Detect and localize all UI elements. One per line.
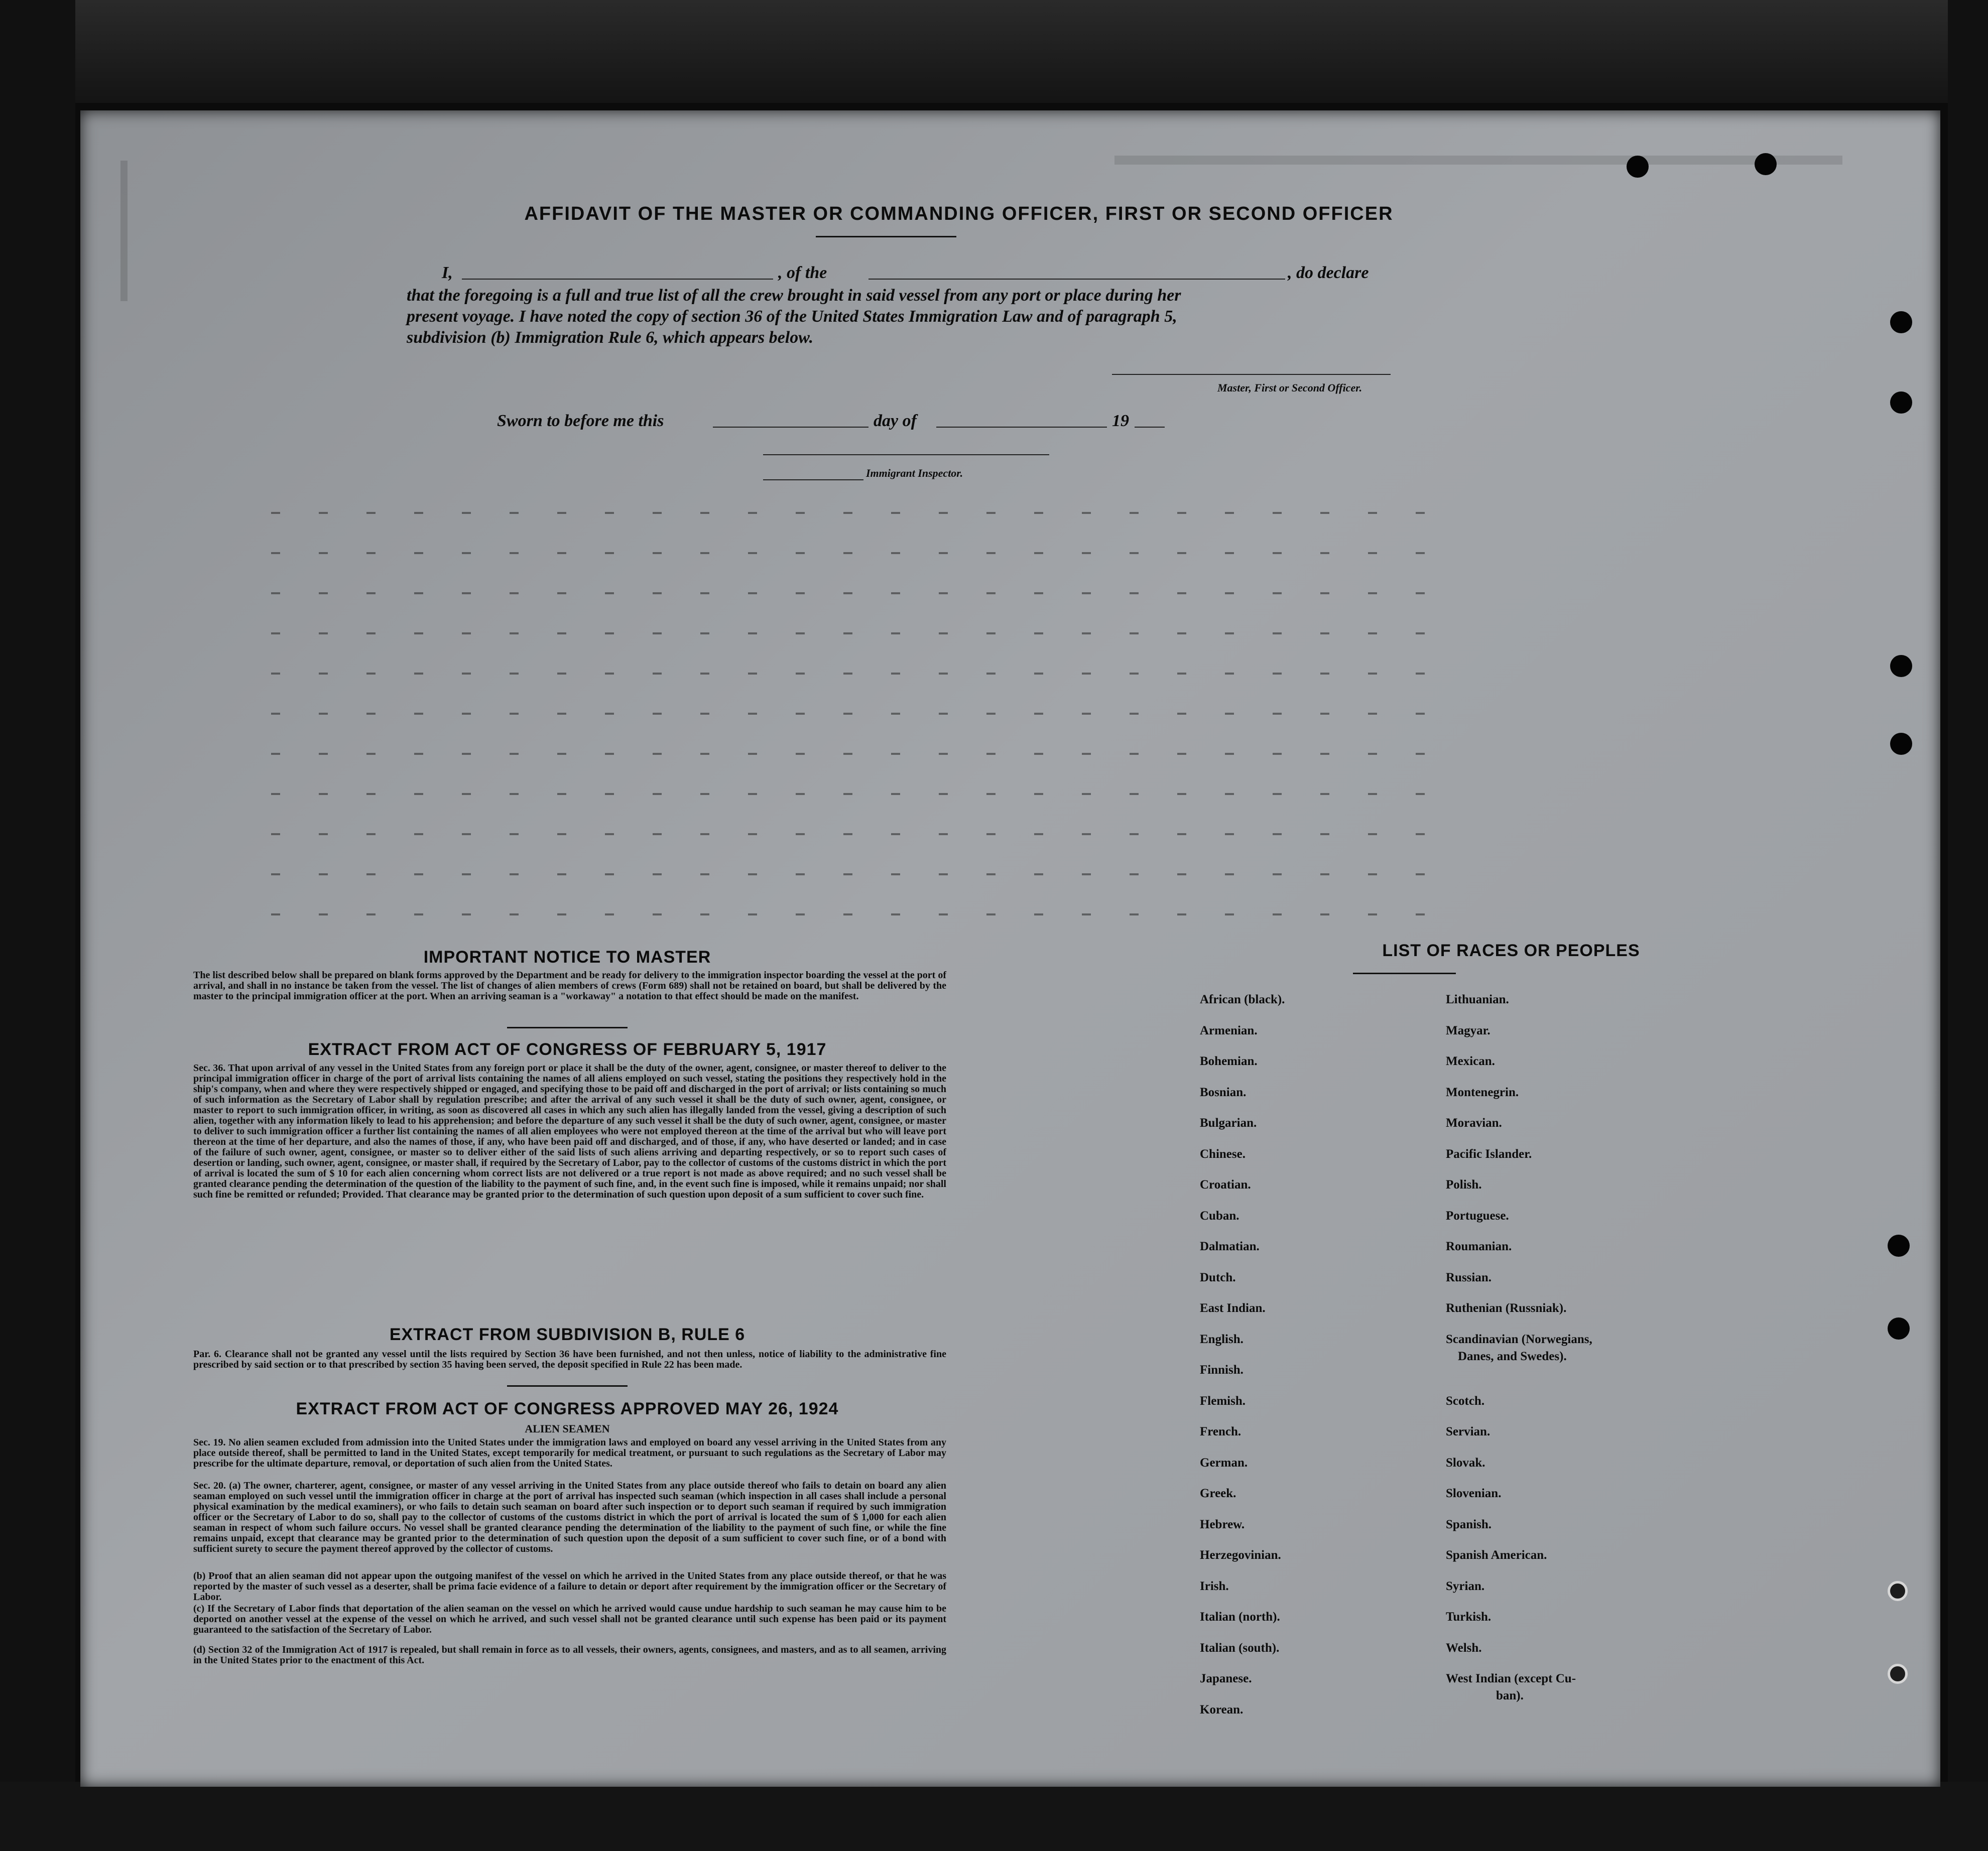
bleed-through-row [271,512,1426,514]
punch-hole [1888,1581,1908,1601]
race-item: Scotch. [1446,1394,1485,1408]
race-item: Bosnian. [1200,1085,1247,1099]
race-item: Russian. [1446,1270,1492,1284]
bleed-through-row [271,873,1426,875]
scan-border-bottom [0,1782,1988,1851]
race-item: Roumanian. [1446,1240,1512,1253]
race-item: Bulgarian. [1200,1116,1257,1130]
bleed-through-row [271,753,1426,755]
punch-hole [1890,391,1912,414]
race-item: Moravian. [1446,1116,1502,1130]
race-item: Irish. [1200,1579,1229,1593]
race-item: Slovenian. [1446,1487,1502,1500]
bleed-through-row [271,713,1426,715]
race-item: Ruthenian (Russniak). [1446,1301,1567,1315]
punch-hole [1627,156,1649,178]
race-item: Dutch. [1200,1270,1236,1284]
declaration-do-declare: , do declare [1288,263,1369,282]
notice-rule [507,1027,628,1028]
race-item: Italian (north). [1200,1610,1280,1624]
sworn-day-of: day of [874,412,917,430]
races-title: LIST OF RACES OR PEOPLES [1382,941,1640,960]
extract-1917-title: EXTRACT FROM ACT OF CONGRESS OF FEBRUARY 5, 1917 [308,1040,827,1059]
race-item: Lithuanian. [1446,993,1509,1006]
rule6-title: EXTRACT FROM SUBDIVISION B, RULE 6 [389,1325,746,1344]
punch-hole [1888,1235,1910,1257]
bleed-through-texture [120,161,158,301]
race-item: Slovak. [1446,1456,1485,1470]
race-item: Chinese. [1200,1147,1246,1161]
vessel-blank [868,279,1285,280]
sworn-day-blank [713,427,868,428]
bleed-through-row [271,913,1426,915]
race-item: Scandinavian (Norwegians, [1446,1332,1592,1346]
race-item: Servian. [1446,1425,1490,1438]
race-item: Welsh. [1446,1641,1482,1655]
race-item: Syrian. [1446,1579,1485,1593]
race-item: French. [1200,1425,1241,1438]
bleed-through-row [271,673,1426,675]
race-item: Greek. [1200,1487,1236,1500]
race-item: Spanish. [1446,1517,1492,1531]
race-item: Cuban. [1200,1209,1239,1223]
punch-hole [1890,733,1912,755]
race-item: Portuguese. [1446,1209,1509,1223]
punch-hole [1890,655,1912,677]
extract-1924-sec20d: (d) Section 32 of the Immigration Act of 1917 is repealed, but shall remain in force as to all vessels, their owners, agents, consignees, and masters, and as to all seamen, arriving in the United States prior to the enactment of this Act. [193,1644,946,1666]
race-item: Magyar. [1446,1023,1490,1037]
race-item: Armenian. [1200,1023,1258,1037]
extract-1917-text: Sec. 36. That upon arrival of any vessel in the United States from any foreign port or place it shall be the duty of the owner, agent, consignee, or master thereof to deliver to the principal immigration officer in charge of the port of arrival lists containing the names of all aliens employed on such vessel, stating the positions they respectively hold in the ship's company, when and where they were respectively shipped or engaged, and specifying those to be paid off and discharged in the port of arrival; or lists containing so much of such information as the Secretary of Labor shall by regulation prescribe; and after the arrival of any such vessel it shall be the duty of such owner, agent, consignee, or master to report to such immigration officer, in writing, as soon as discovered all cases in which any such alien has illegally landed from the vessel, giving a description of such alien, together with any information likely to lead to his apprehension; and before the departure of any such vessel it shall be the duty of such owner, agent, consignee, or master to deliver to such immigration officer a further list containing the names of all alien employees who were not employed thereon at the time of the arrival but who will leave port thereon at the time of her departure, and also the names of those, if any, who have been paid off and discharged, and of those, if any, who have deserted or landed; and in case of the failure of such owner, agent, consignee, or master so to deliver either of the said lists of such aliens arriving and departing respectively, or so to report such cases of desertion or landing, such owner, agent, consignee, or master shall, if required by the Secretary of Labor, pay to the collector of customs of the customs district in which the port of arrival is located the sum of $ 10 for each alien concerning whom correct lists are not delivered or a true report is not made as above required; and no such vessel shall be granted clearance pending the determination of the question of the liability to the payment of such fine, and, in the event such fine is imposed, while it remains unpaid; nor shall such fine be remitted or refunded; Provided. That clearance may be granted prior to the determination of such question upon deposit of a sum sufficient to cover such fine. [193,1063,946,1200]
race-item: African (black). [1200,993,1285,1006]
bleed-through-row [271,552,1426,554]
inspector-label: Immigrant Inspector. [866,467,963,479]
race-item: Italian (south). [1200,1641,1280,1655]
race-item: German. [1200,1456,1248,1470]
race-item: Dalmatian. [1200,1240,1260,1253]
declaration-line-4: subdivision (b) Immigration Rule 6, which appears below. [407,328,814,347]
master-signature-label: Master, First or Second Officer. [1217,381,1362,394]
sworn-year: 19 [1112,412,1129,430]
bleed-through-row [271,632,1426,634]
race-item: Danes, and Swedes). [1458,1349,1567,1363]
declaration-line-3: present voyage. I have noted the copy of section 36 of the United States Immigration Law and of paragraph 5, [407,307,1177,326]
sworn-month-blank [936,427,1107,428]
race-item: ban). [1496,1689,1524,1702]
rule6-rule [507,1385,628,1387]
race-item: Bohemian. [1200,1054,1258,1068]
race-item: Pacific Islander. [1446,1147,1532,1161]
extract-1924-sec19: Sec. 19. No alien seamen excluded from admission into the United States under the immigration laws and employed on board any vessel arriving in the United States from any place outside thereof, shall be permitted to land in the United States, except temporarily for medical treatment, or pursuant to such regulations as the Secretary of Labor may prescribe for the ultimate departure, removal, or deportation of such alien from the United States. [193,1437,946,1469]
race-item: English. [1200,1332,1244,1346]
affidavit-title: AFFIDAVIT OF THE MASTER OR COMMANDING OFFICER, FIRST OR SECOND OFFICER [524,203,1394,224]
races-right-column [1446,993,1592,1720]
scan-border-left [0,0,75,1851]
punch-hole [1890,311,1912,333]
race-item: Korean. [1200,1702,1244,1716]
race-item: Mexican. [1446,1054,1495,1068]
race-item: Polish. [1446,1178,1482,1192]
scan-border-right [1948,0,1988,1851]
notice-text: The list described below shall be prepared on blank forms approved by the Department and be ready for delivery to the immigration inspector boarding the vessel at the port of arrival, and shall in no instance be taken from the vessel. The list of changes of alien members of crews (Form 689) shall not be retained on board, but shall be delivered by the master to the principal immigration officer at the port. When an arriving seaman is a "workaway" a notation to that effect should be made on the manifest. [193,970,946,1002]
sworn-year-blank [1135,427,1165,428]
race-item: Croatian. [1200,1178,1251,1192]
race-item: Flemish. [1200,1394,1246,1408]
race-item: Herzegovinian. [1200,1548,1281,1562]
extract-1924-title: EXTRACT FROM ACT OF CONGRESS APPROVED MAY 26, 1924 [296,1399,839,1418]
punch-hole [1888,1317,1910,1340]
races-underline [1353,973,1456,974]
extract-1924-sec20a: Sec. 20. (a) The owner, charterer, agent, consignee, or master of any vessel arriving in the United States from any place outside thereof who fails to detain on board any alien seaman employed on such vessel until the immigration officer in charge at the port of arrival has inspected such seaman (which inspection in all cases shall include a personal physical examination by the medical examiners), or who fails to detain such seaman on board after such inspection or to deport such seaman if required by such immigration officer or the Secretary of Labor to do so, shall pay to the collector of customs of the customs district in which the port of arrival is located the sum of $ 1,000 for each alien seaman in respect of whom such failure occurs. No vessel shall be granted clearance pending the determination of the liability to the payment of such fine, or while the fine remains unpaid, except that clearance may be granted prior to the determination of such question upon the deposit of a sum sufficient to cover such fine, or of a bond with sufficient surety to secure the payment thereof approved by the collector of customs. [193,1480,946,1554]
race-item: West Indian (except Cu- [1446,1672,1576,1685]
bleed-through-texture [1114,156,1842,195]
race-item: East Indian. [1200,1301,1266,1315]
scan-border-top [0,0,1988,103]
races-left-column [1200,993,1285,1734]
title-underline [816,236,956,237]
race-item: Hebrew. [1200,1517,1245,1531]
master-signature-line [1112,374,1391,375]
race-item: Japanese. [1200,1672,1252,1685]
inspector-signature-line [763,454,1049,455]
bleed-through-row [271,833,1426,835]
sworn-label: Sworn to before me this [497,412,664,430]
rule6-text: Par. 6. Clearance shall not be granted any vessel until the lists required by Section 36 have been furnished, and not then unless, notice of liability to the administrative fine prescribed by said section or to that prescribed by section 35 having been served, the deposit specified in Rule 22 has been made. [193,1349,946,1370]
bleed-through-row [271,793,1426,795]
notice-title: IMPORTANT NOTICE TO MASTER [423,948,711,967]
name-blank [462,279,773,280]
race-item: Turkish. [1446,1610,1492,1624]
punch-hole [1755,153,1777,175]
extract-1924-subtitle: ALIEN SEAMEN [525,1422,610,1435]
race-item: Spanish American. [1446,1548,1547,1562]
extract-1924-sec20c: (c) If the Secretary of Labor finds that deportation of the alien seaman on the vessel on which he arrived would cause undue hardship to such seaman he may cause him to be deported on another vessel at the expense of the vessel on which he arrived, and such vessel shall not be granted clearance until such expense has been paid or its payment guaranteed to the satisfaction of the Secretary of Labor. [193,1603,946,1635]
extract-1924-sec20b: (b) Proof that an alien seaman did not appear upon the outgoing manifest of the vessel on which he arrived in the United States from any place outside thereof, or that he was reported by the master of such vessel as a deserter, shall be prima facie evidence of a failure to detain or deport after requirement by the immigration officer or the Secretary of Labor. [193,1570,946,1603]
race-item: Montenegrin. [1446,1085,1519,1099]
declaration-line-2: that the foregoing is a full and true list of all the crew brought in said vessel from any port or place during her [407,286,1181,305]
punch-hole [1888,1664,1908,1684]
document-page [80,110,1940,1787]
inspector-signature-line-2 [763,479,863,480]
declaration-of-the: , of the [778,263,827,282]
bleed-through-row [271,592,1426,594]
race-item: Finnish. [1200,1363,1244,1377]
declaration-i: I, [442,263,453,282]
